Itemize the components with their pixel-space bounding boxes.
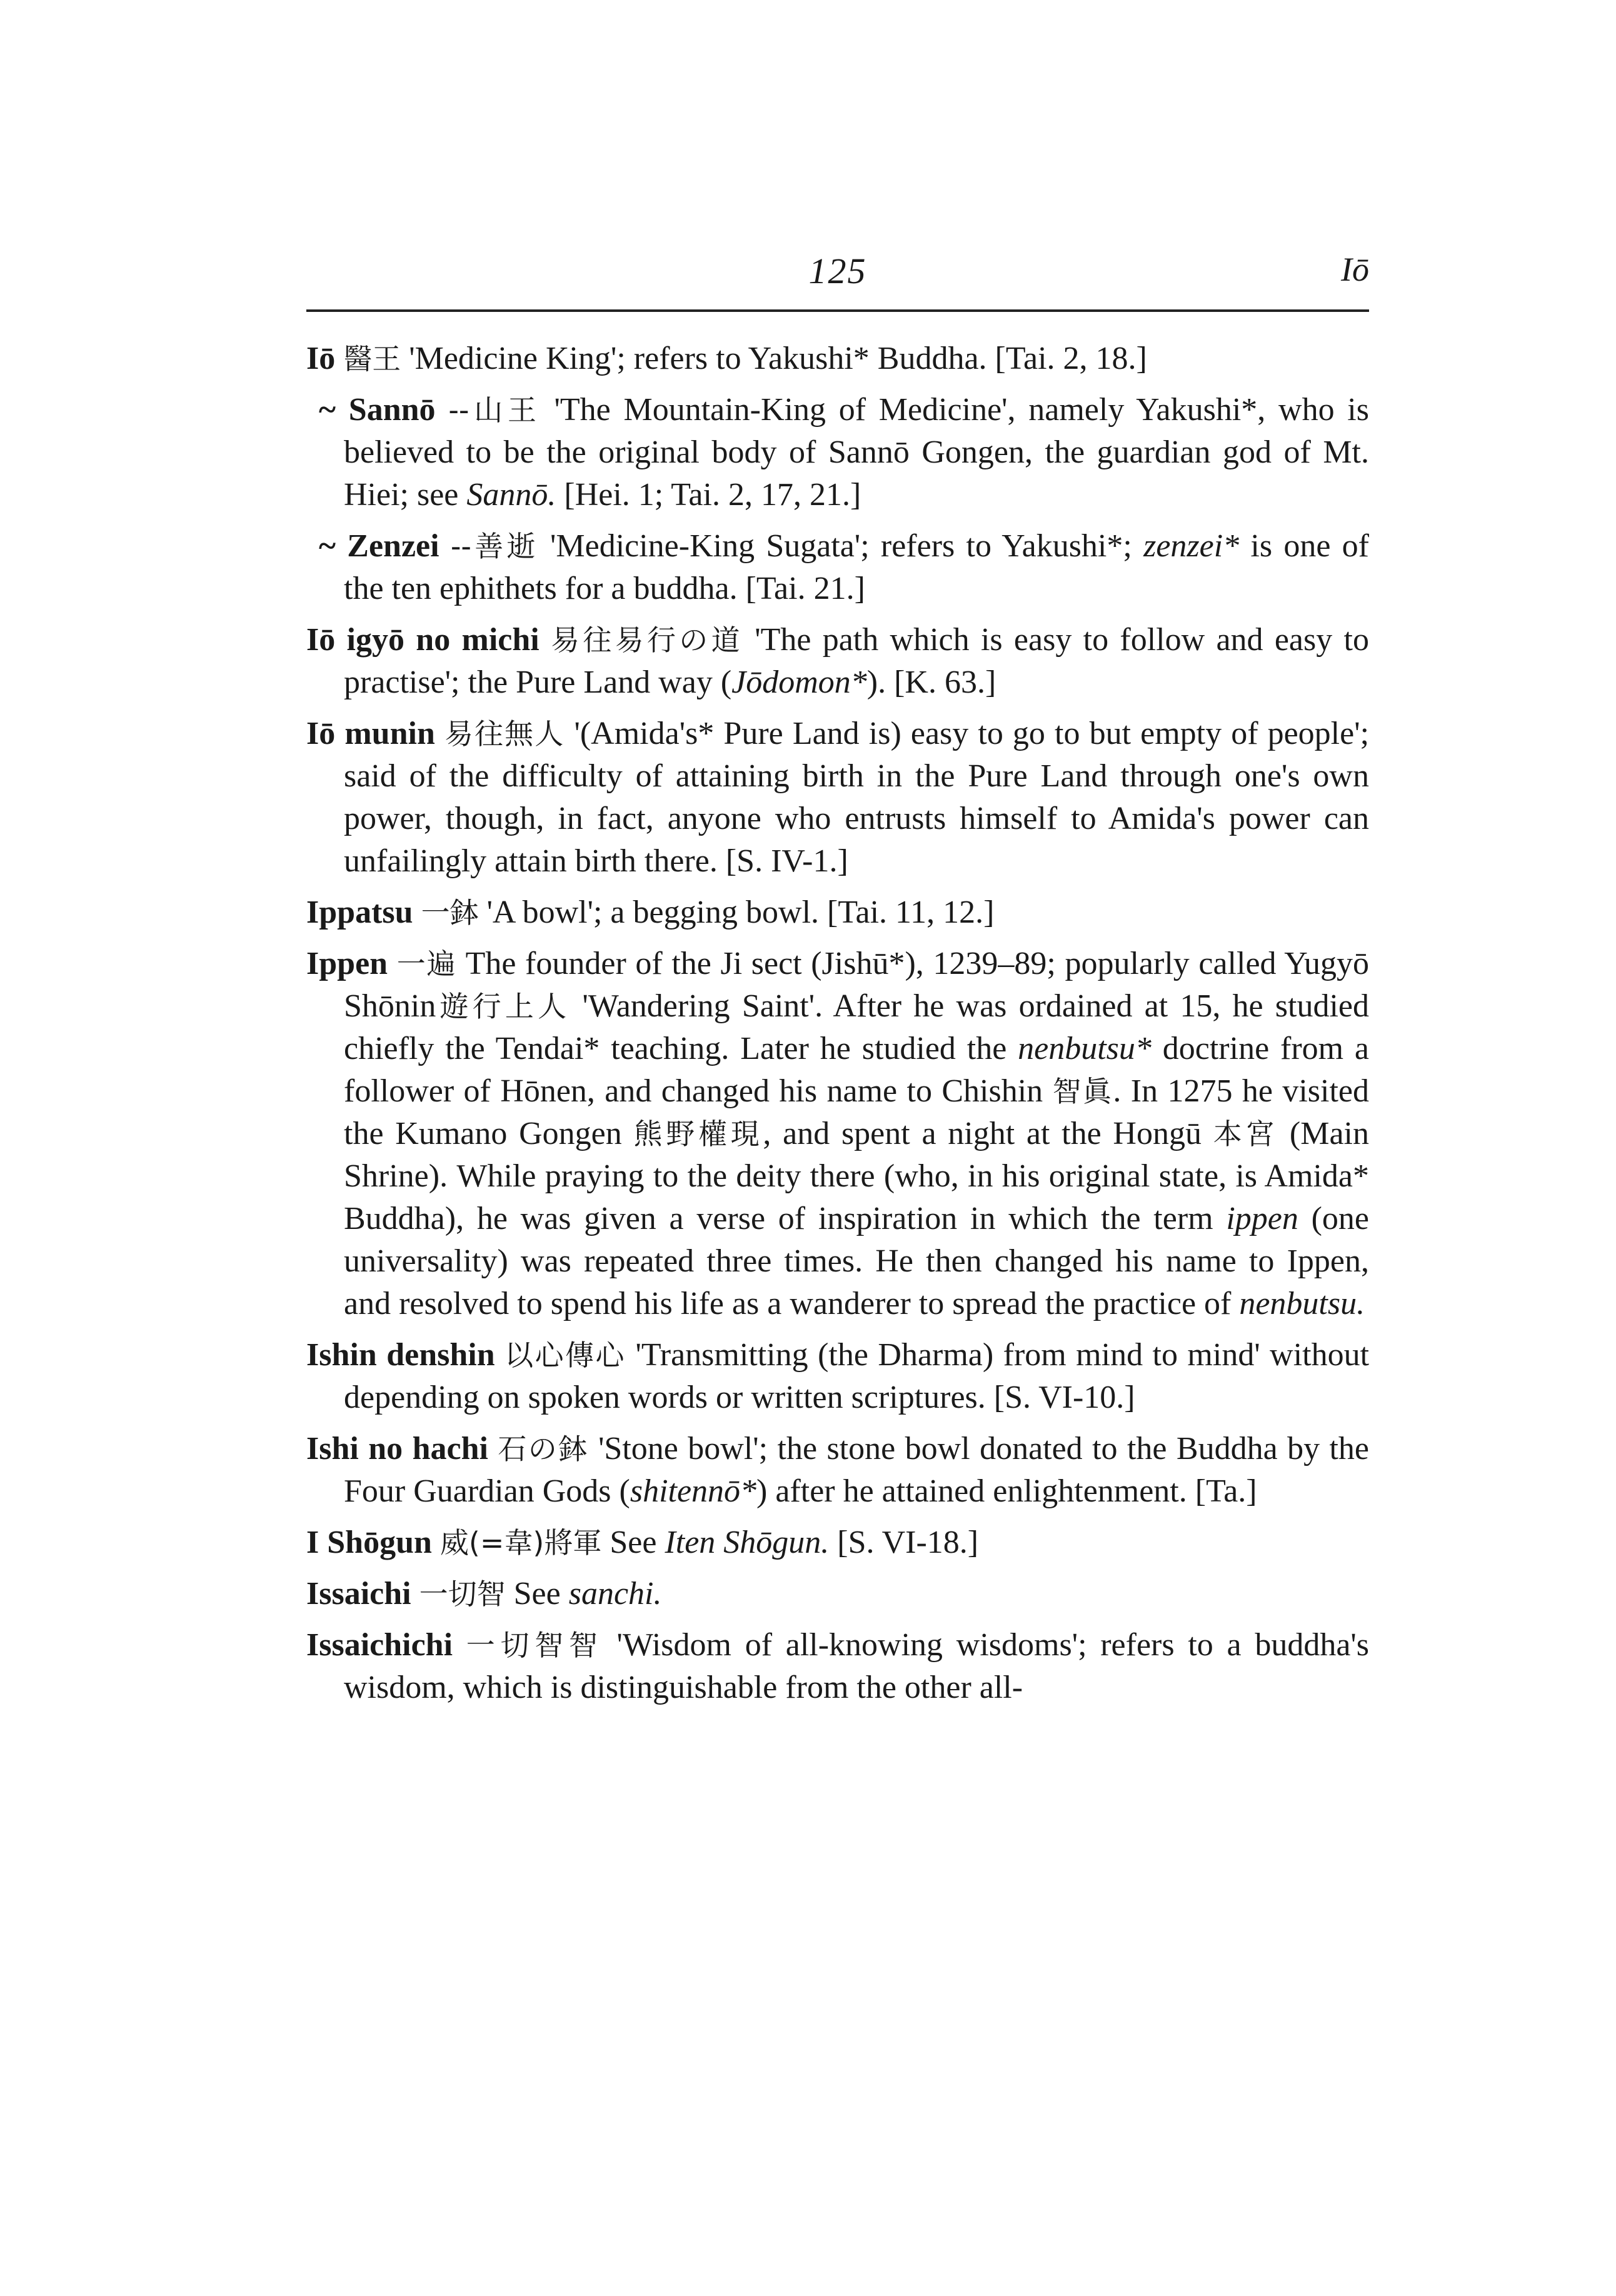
definition: 'The Mountain-King of Medicine', namely Yakushi*, who is believed to be the original body of Sannō Gongen, the guardian god of Mt. Hiei; see [344, 392, 1369, 513]
source-reference: [Tai. 21.] [745, 571, 865, 606]
headword: Issaichichi [306, 1627, 453, 1663]
headword: ~ Sannō [319, 392, 436, 428]
inline-kanji: 熊野權現 [633, 1117, 763, 1151]
source-reference: [Ta.] [1195, 1473, 1257, 1509]
entry-ishin-denshin [306, 1334, 1369, 1419]
definition: 'Transmitting (the Dharma) from mind to mind' without depending on spoken words or written scriptures. [344, 1337, 1370, 1415]
italic-term: nenbutsu* [1018, 1031, 1152, 1066]
definition-continued: is one of the ten ephithets for a buddha. [344, 528, 1369, 606]
inline-kanji: 本宮 [1213, 1117, 1278, 1151]
headword-kanji: --山王 [448, 393, 541, 427]
definition: The founder of the Ji sect (Jishū*), 1239–89; popularly called Yugyō Shōnin [344, 946, 1370, 1024]
headword: Ishi no hachi [306, 1431, 488, 1466]
definition: 'Stone bowl'; the stone bowl donated to the Buddha by the Four Guardian Gods ( [344, 1431, 1370, 1509]
headword-kanji: 石の鉢 [498, 1432, 589, 1466]
source-reference: [Hei. 1; Tai. 2, 17, 21.] [564, 477, 861, 513]
definition: '(Amida's* Pure Land is) easy to go to but empty of people'; said of the difficulty of attaining birth in the Pure Land through one's own power, though, in fact, anyone who entrusts himself to Amida's power can unfailingly attain birth there. [344, 716, 1370, 879]
headword-kanji: 易往易行の道 [551, 623, 743, 657]
definition-continued: (Main Shrine). While praying to the deity there (who, in his original state, is Amida* Buddha), he was given a verse of inspiration in which the term [344, 1116, 1369, 1236]
source-reference: [S. IV-1.] [725, 843, 848, 879]
headword: Iō [306, 341, 336, 376]
entry-i-shogun [306, 1521, 1369, 1564]
source-reference: [S. VI-10.] [993, 1380, 1135, 1415]
entry-io-sanno [306, 389, 1369, 516]
italic-term: Jōdomon* [731, 664, 867, 700]
entry-io-zenzei [306, 525, 1369, 610]
headword: Issaichi [306, 1576, 411, 1612]
headword-kanji: 醫王 [343, 342, 401, 376]
entry-ippen [306, 943, 1369, 1325]
headword-kanji: 威(=韋)將軍 [439, 1526, 602, 1560]
running-head: Iō [1341, 251, 1369, 288]
entry-issaichichi [306, 1624, 1369, 1709]
italic-term: nenbutsu. [1239, 1286, 1365, 1321]
inline-kanji: 智眞 [1052, 1075, 1113, 1108]
headword: Ippen [306, 946, 388, 981]
definition-continued: . In 1275 he visited the Kumano Gongen [344, 1073, 1370, 1151]
headword: Ishin denshin [306, 1337, 495, 1373]
page-number: 125 [808, 251, 867, 291]
definition-continued: ). [866, 664, 886, 700]
italic-term: zenzei* [1143, 528, 1240, 564]
cross-reference: Iten Shōgun. [665, 1525, 830, 1560]
headword-kanji: --善逝 [450, 529, 539, 563]
source-reference: [S. VI-18.] [837, 1525, 979, 1560]
entry-issaichi [306, 1573, 1369, 1615]
headword-kanji: 以心傳心 [504, 1338, 626, 1372]
source-reference: [Tai. 11, 12.] [827, 895, 995, 930]
definition: 'Wisdom of all-knowing wisdoms'; refers to a buddha's wisdom, which is distinguishable from the other all- [344, 1627, 1370, 1705]
headword-kanji: 一遍 [396, 947, 456, 981]
italic-term: shitennō* [630, 1473, 757, 1509]
entry-list [306, 338, 1369, 1718]
definition-continued: 'Wandering Saint'. After he was ordained at 15, he studied chiefly the Tendai* teaching. Later he studied the [344, 988, 1370, 1066]
page-header [306, 250, 1369, 312]
headword-kanji: 一鉢 [421, 896, 479, 930]
definition: 'A bowl'; a begging bowl. [486, 895, 820, 930]
entry-io [306, 338, 1369, 380]
headword: I Shōgun [306, 1525, 432, 1560]
headword: ~ Zenzei [319, 528, 439, 564]
definition: 'The path which is easy to follow and easy to practise'; the Pure Land way ( [344, 622, 1369, 700]
cross-reference: Sannō. [466, 477, 556, 513]
definition-continued: doctrine from a follower of Hōnen, and changed his name to Chishin [344, 1031, 1370, 1109]
entry-ishi-no-hachi [306, 1428, 1369, 1513]
headword: Iō munin [306, 716, 435, 751]
source-reference: [Tai. 2, 18.] [995, 341, 1147, 376]
definition-continued: ) after he attained enlightenment. [756, 1473, 1187, 1509]
definition-continued: , and spent a night at the Hongū [763, 1116, 1202, 1151]
headword: Iō igyō no michi [306, 622, 540, 658]
inline-kanji: 遊行上人 [436, 990, 571, 1023]
entry-io-munin [306, 713, 1369, 883]
definition: See [610, 1525, 657, 1560]
definition-continued: (one universality) was repeated three times. He then changed his name to Ippen, and resolved to spend his life as a wanderer to spread the practice of [344, 1201, 1370, 1321]
headword-kanji: 一切智 [419, 1577, 506, 1611]
entry-io-igyo-no-michi [306, 619, 1369, 704]
cross-reference: sanchi. [568, 1576, 662, 1612]
headword-kanji: 一切智智 [466, 1628, 603, 1662]
source-reference: [K. 63.] [894, 664, 996, 700]
entry-ippatsu [306, 891, 1369, 934]
definition: 'Medicine-King Sugata'; refers to Yakushi*; [550, 528, 1132, 564]
headword: Ippatsu [306, 895, 413, 930]
italic-term: ippen [1226, 1201, 1298, 1236]
definition: 'Medicine King'; refers to Yakushi* Buddha. [409, 341, 987, 376]
definition: See [513, 1576, 561, 1612]
headword-kanji: 易往無人 [444, 717, 565, 751]
